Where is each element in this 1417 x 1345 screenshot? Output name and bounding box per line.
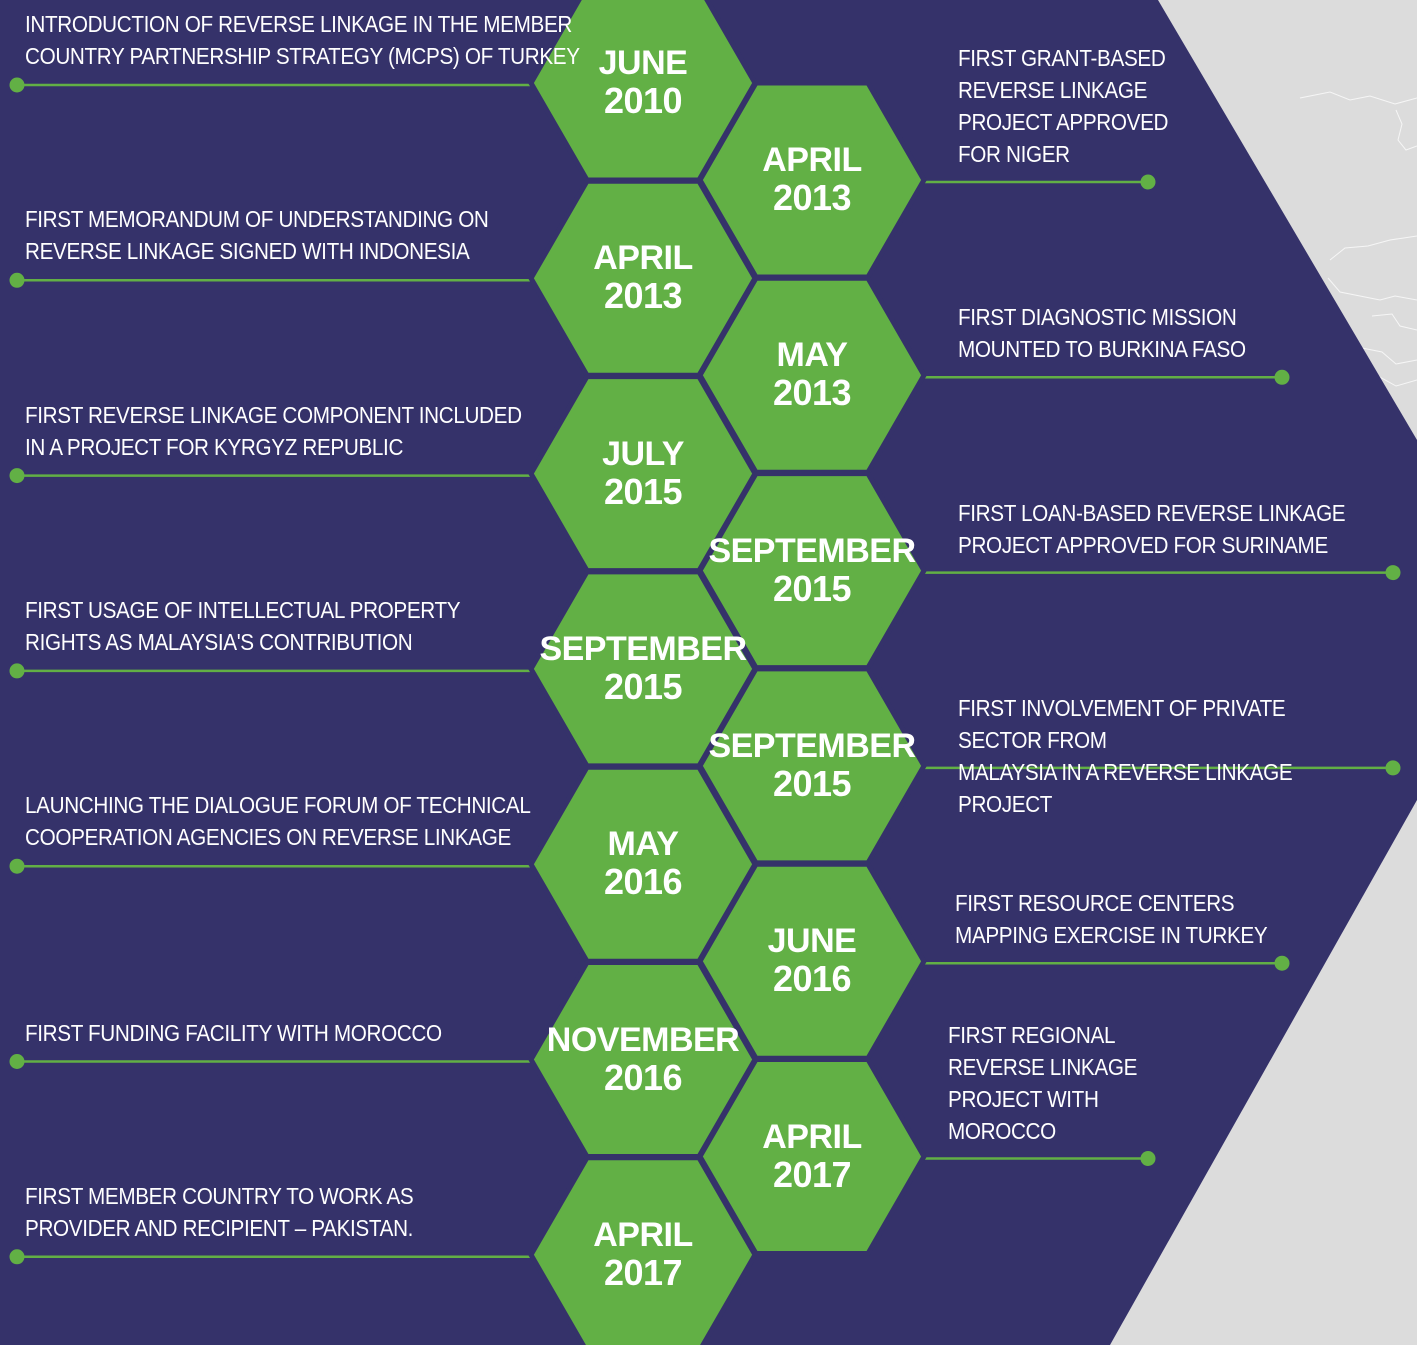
connector-dot: [1386, 565, 1401, 580]
hexagon-year: 2015: [603, 665, 683, 707]
hexagon-month: SEPTEMBER: [708, 531, 916, 570]
right-milestone-text: FIRST INVOLVEMENT OF PRIVATE SECTOR FROM MALAYSIA IN A REVERSE LINKAGE PROJECT: [958, 694, 1293, 817]
connector-dot: [10, 1054, 25, 1069]
hexagon-month: JULY: [602, 434, 684, 473]
hexagon-month: APRIL: [762, 1117, 862, 1156]
left-milestone-text: INTRODUCTION OF REVERSE LINKAGE IN THE MEMBER COUNTRY PARTNERSHIP STRATEGY (MCPS) OF TURKEY: [25, 11, 580, 69]
hexagon-year: 2015: [772, 762, 852, 804]
hexagon-date-label: [533, 45, 753, 119]
hexagon-date-label: [533, 1022, 753, 1096]
left-milestone-text: FIRST REVERSE LINKAGE COMPONENT INCLUDED IN A PROJECT FOR KYRGYZ REPUBLIC: [25, 401, 522, 460]
connector-dot: [10, 78, 25, 93]
connector-dot: [10, 1249, 25, 1264]
hexagon-year: 2013: [603, 275, 683, 317]
hexagon-date-label: [702, 922, 922, 1000]
hexagon-month: APRIL: [593, 1215, 693, 1254]
hexagon-date-label: [533, 1217, 753, 1291]
hexagon-year: 2010: [603, 80, 683, 121]
hexagon-year: 2016: [603, 1056, 683, 1098]
hexagon-year: 2015: [772, 567, 852, 609]
hexagon-month: MAY: [607, 825, 679, 864]
hexagon-month: JUNE: [598, 44, 688, 82]
connector-dot: [10, 468, 25, 483]
hexagon-date-label: [533, 825, 753, 903]
hexagon-date-label: [702, 533, 922, 607]
right-milestone-text: FIRST RESOURCE CENTERS MAPPING EXERCISE IN TURKEY: [955, 890, 1268, 949]
right-milestone-text: FIRST DIAGNOSTIC MISSION MOUNTED TO BURKINA FASO: [958, 304, 1246, 363]
connector-dot: [10, 663, 25, 678]
hexagon-date-label: [533, 631, 753, 705]
hexagon-date-label: [702, 336, 922, 414]
left-milestone-text: FIRST MEMBER COUNTRY TO WORK AS PROVIDER AND RECIPIENT – PAKISTAN.: [25, 1182, 414, 1241]
right-milestone-text: FIRST GRANT-BASED REVERSE LINKAGE PROJECT APPROVED FOR NIGER: [958, 45, 1169, 167]
hexagon-year: 2016: [603, 861, 683, 903]
hexagon-month: SEPTEMBER: [708, 726, 916, 765]
left-milestone-text: FIRST FUNDING FACILITY WITH MOROCCO: [25, 1019, 442, 1046]
hexagon-date-label: [702, 1119, 922, 1193]
right-milestone-text: FIRST LOAN-BASED REVERSE LINKAGE PROJECT APPROVED FOR SURINAME: [958, 499, 1346, 558]
hexagon-date-label: [533, 436, 753, 510]
hexagon-year: 2015: [603, 470, 683, 512]
hexagon-month: MAY: [776, 336, 848, 375]
hexagon-year: 2013: [772, 372, 852, 414]
hexagon-month: JUNE: [767, 922, 857, 961]
hexagon-month: SEPTEMBER: [539, 629, 747, 668]
hexagon-date-label: [702, 728, 922, 802]
hexagon-year: 2013: [772, 177, 852, 218]
connector-dot: [1275, 956, 1290, 971]
connector-dot: [1275, 370, 1290, 385]
hexagon-date-label: [533, 239, 753, 317]
hexagon-year: 2017: [603, 1251, 683, 1293]
right-milestone-text: FIRST REGIONAL REVERSE LINKAGE PROJECT WITH MOROCCO: [948, 1021, 1138, 1144]
connector-dot: [10, 859, 25, 874]
hexagon-year: 2017: [772, 1153, 852, 1195]
connector-dot: [10, 273, 25, 288]
hexagon-month: APRIL: [593, 239, 693, 278]
hexagon-month: APRIL: [762, 141, 862, 179]
hexagon-month: NOVEMBER: [546, 1020, 740, 1059]
left-milestone-text: LAUNCHING THE DIALOGUE FORUM OF TECHNICAL COOPERATION AGENCIES ON REVERSE LINKAGE: [25, 792, 531, 851]
connector-dot: [1141, 175, 1156, 190]
connector-dot: [1386, 760, 1401, 775]
left-milestone-text: FIRST MEMORANDUM OF UNDERSTANDING ON REVERSE LINKAGE SIGNED WITH INDONESIA: [25, 206, 489, 265]
hexagon-year: 2016: [772, 958, 852, 1000]
left-milestone-text: FIRST USAGE OF INTELLECTUAL PROPERTY RIGHTS AS MALAYSIA'S CONTRIBUTION: [25, 596, 461, 655]
hexagon-date-label: [702, 142, 922, 216]
connector-dot: [1141, 1151, 1156, 1166]
